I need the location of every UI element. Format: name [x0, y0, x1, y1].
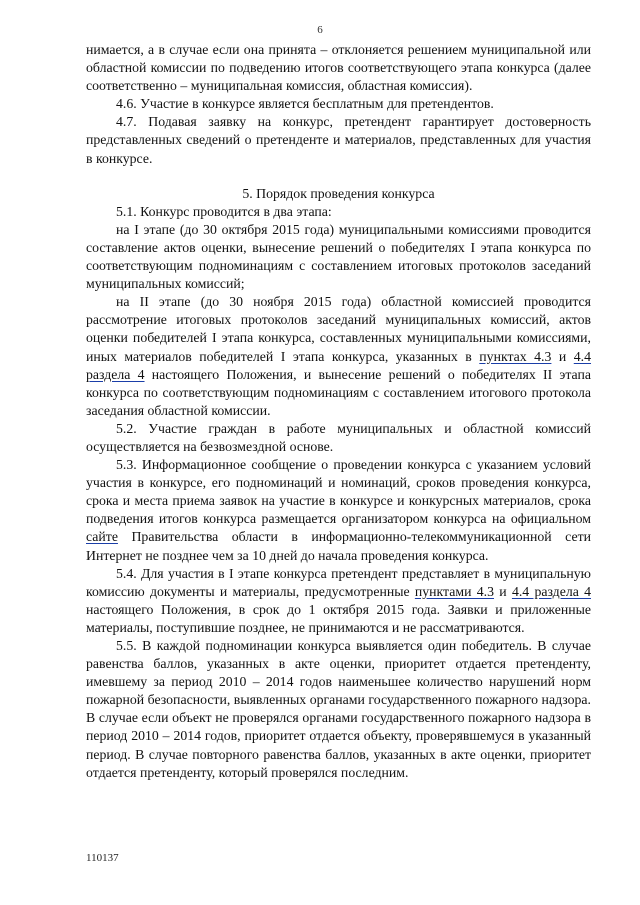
- text-segment: на II этапе (до 30 ноября 2015 года) областной комиссией проводится рассмотрение итоговых протоколов заседаний муниципальных комиссий, актов оценки победителей I этапа конкурса, составленных муниципальными комиссиями, иных материалов победителей I этапа конкурса, указанных в: [86, 294, 591, 364]
- paragraph-continuation: нимается, а в случае если она принята – отклоняется решением муниципальной или областной комиссии по подведению итогов соответствующего этапа конкурса (далее соответственно – муниципальная комиссия, областная комиссия).: [86, 42, 591, 94]
- text-segment: настоящего Положения, в срок до 1 октября 2015 года. Заявки и приложенные материалы, поступившие позднее, не принимаются и не рассматриваются.: [86, 601, 591, 635]
- paragraph-4-7: 4.7. Подавая заявку на конкурс, претендент гарантирует достоверность представленных сведений о претенденте и материалов, представленных для участия в конкурсе.: [86, 114, 591, 166]
- text-segment: 5.3. Информационное сообщение о проведении конкурса с указанием условий участия в конкурсе, его подноминаций и номинаций, сроков проведения конкурса, срока и места приема заявок на участие в конкурсе и конкурсных материалов, срока подведения итогов конкурса размещается организатором конкурса на официальном: [86, 457, 591, 527]
- link-website[interactable]: сайте: [86, 529, 118, 545]
- footer-document-code: 110137: [86, 852, 119, 864]
- paragraph-4-6: 4.6. Участие в конкурсе является бесплатным для претендентов.: [116, 96, 494, 112]
- text-segment: Правительства области в информационно-телекоммуникационной сети Интернет не позднее чем за 10 дней до начала проведения конкурса.: [86, 529, 591, 563]
- paragraph-5-1-stage-2: [86, 293, 591, 420]
- document-body: [86, 41, 591, 782]
- link-section-4-4[interactable]: 4.4 раздела 4: [511, 583, 591, 599]
- text-segment: и: [494, 583, 512, 599]
- paragraph-5-5: 5.5. В каждой подноминации конкурса выявляется один победитель. В случае равенства баллов, указанных в акте оценки, приоритет отдается претенденту, имевшему за период 2010 – 2014 годов наименьшее количество нарушений норм пожарной безопасности, выявленных органами государственного пожарного надзора. В случае если объект не проверялся органами государственного пожарного надзора в период 2010 – 2014 годов, приоритет отдается объекту, проверявшемуся в указанный период. В случае повторного равенства баллов, указанных в акте оценки, приоритет отдается претенденту, который проверялся последним.: [86, 638, 591, 780]
- paragraph-5-2: 5.2. Участие граждан в работе муниципальных и областной комиссий осуществляется на безвозмездной основе.: [86, 420, 591, 454]
- text-segment: и: [551, 348, 574, 364]
- text-segment: настоящего Положения, и вынесение решений о победителях II этапа конкурса по соответствующим подноминациям с составлением итогового протокола заседания областной комиссии.: [86, 366, 591, 418]
- paragraph-5-1: 5.1. Конкурс проводится в два этапа:: [116, 203, 332, 219]
- page-number: 6: [317, 24, 323, 36]
- paragraph-5-1-stage-1: на I этапе (до 30 октября 2015 года) муниципальными комиссиями проводится составление актов оценки, вынесение решений о победителях I этапа конкурса по соответствующим подноминациям с составлением итоговых протоколов заседаний муниципальных комиссий;: [86, 221, 591, 292]
- section-5-title: 5. Порядок проведения конкурса: [242, 185, 435, 201]
- link-points-4-3[interactable]: пунктами 4.3: [414, 583, 495, 599]
- link-points-4-3[interactable]: пунктах 4.3: [479, 348, 552, 364]
- paragraph-5-3: [86, 456, 591, 565]
- text-segment: 5.4. Для участия в I этапе конкурса претендент представляет в муниципальную комиссию документы и материалы, предусмотренные: [86, 565, 591, 599]
- paragraph-5-4: [86, 565, 591, 637]
- link-section-4-4[interactable]: 4.4 раздела 4: [86, 348, 592, 382]
